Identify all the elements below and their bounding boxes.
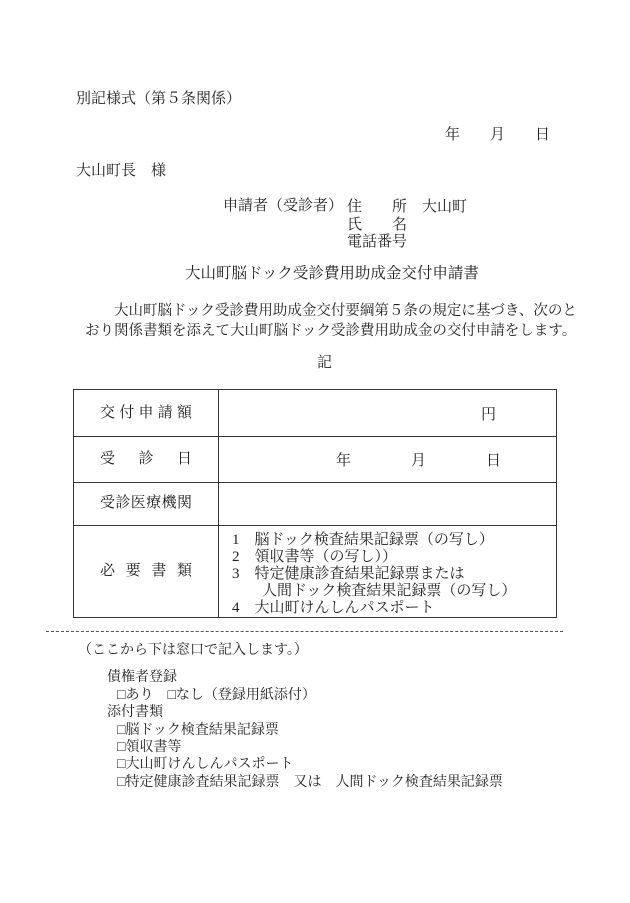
required-document-line: 人間ドック検査結果記録票（の写し）: [232, 583, 517, 599]
exam-date-value-cell: [219, 437, 556, 481]
row-label-cell: [74, 437, 219, 481]
applicant-label: 申請者（受診者）: [223, 198, 344, 214]
ki-mark: 記: [317, 355, 333, 371]
attachment-checkbox-item: □脳ドック検査結果記録票: [117, 723, 279, 738]
table-row-grant-amount: [74, 390, 556, 436]
addressee-line: 大山町長 様: [76, 163, 167, 179]
attachments-heading: 添付書類: [107, 705, 163, 720]
applicant-name-line: 氏 名: [347, 216, 408, 233]
row-label: 必要書類: [100, 563, 192, 579]
required-document-line: 4 大山町けんしんパスポート: [232, 600, 435, 616]
row-label-cell: [74, 483, 219, 525]
required-documents-list: [219, 526, 556, 617]
attachment-checkbox-item: □領収書等: [117, 740, 182, 755]
yen-unit-label: 円: [480, 406, 496, 423]
row-label-cell: [74, 390, 219, 436]
creditor-registration-options: □あり □なし（登録用紙添付）: [117, 688, 316, 703]
required-document-line: 3 特定健康診査結果記録票または: [232, 566, 465, 582]
row-label: 受診日: [100, 450, 192, 467]
applicant-fields: [347, 199, 467, 252]
row-label: 交付申請額: [100, 404, 192, 421]
table-row-exam-date: [74, 436, 556, 481]
row-label-cell: [74, 526, 219, 617]
dashed-separator: [46, 631, 563, 632]
required-document-line: 2 領収書等（の写し））: [232, 549, 398, 565]
medical-institution-value-cell: [219, 483, 556, 525]
attachment-checkbox-item: □特定健康診査結果記録票 又は 人間ドック検査結果記録票: [117, 775, 503, 790]
exam-date-placeholders: 年 月 日: [336, 452, 502, 469]
applicant-phone-line: 電話番号: [347, 234, 408, 250]
form-style-note: 別記様式（第５条関係）: [76, 91, 242, 107]
required-document-line: 1 脳ドック検査結果記録票（の写し）: [232, 532, 494, 548]
creditor-registration-heading: 債権者登録: [107, 670, 177, 685]
document-title: 大山町脳ドック受診費用助成金交付申請書: [185, 265, 479, 282]
body-paragraph-line: おり関係書類を添えて大山町脳ドック受診費用助成金の交付申請をします。: [85, 323, 577, 339]
grant-amount-value-cell: [219, 390, 556, 436]
table-row-medical-institution: [74, 482, 556, 525]
table-row-required-documents: [74, 525, 556, 617]
office-window-note: （ここから下は窓口で記入します。）: [78, 643, 308, 658]
application-table: [73, 389, 557, 618]
body-paragraph: [85, 301, 577, 341]
attachment-checkbox-item: □大山町けんしんパスポート: [117, 757, 294, 772]
date-line: 年 月 日: [445, 127, 551, 143]
row-label: 受診医療機関: [100, 495, 192, 512]
body-paragraph-line: 大山町脳ドック受診費用助成金交付要綱第５条の規定に基づき、次のと: [85, 303, 577, 319]
applicant-address-line: 住 所 大山町: [347, 199, 468, 215]
